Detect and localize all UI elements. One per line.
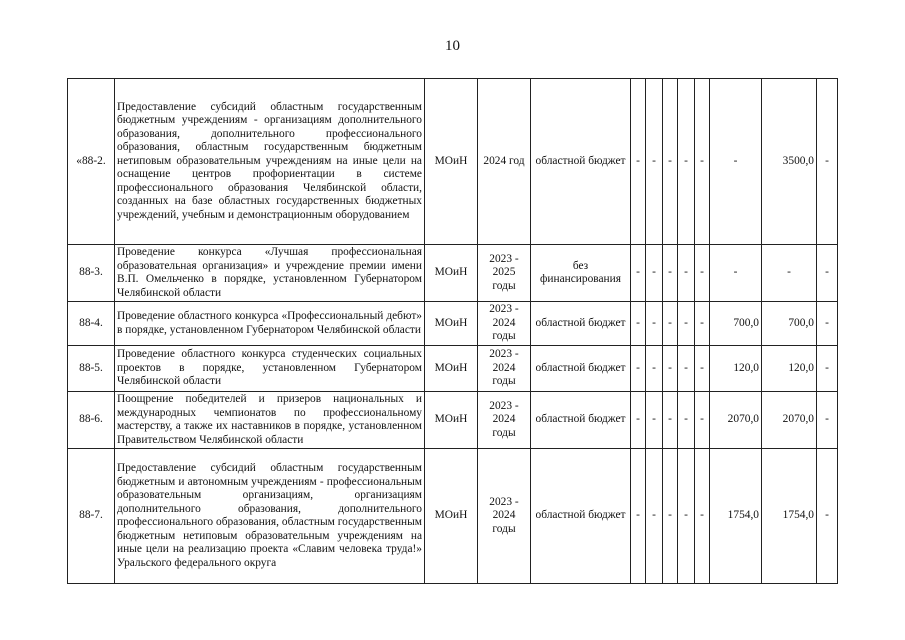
funding-source-cell: областной бюджет	[531, 346, 631, 392]
amount-cell: 1754,0	[762, 449, 817, 584]
amount-cell: -	[695, 302, 710, 346]
amount-cell: -	[678, 302, 695, 346]
amount-cell: -	[678, 245, 695, 302]
amount-cell: -	[646, 449, 663, 584]
amount-cell: -	[663, 302, 678, 346]
amount-cell: 2070,0	[710, 392, 762, 449]
period-cell: 2023 - 2024 годы	[478, 392, 531, 449]
activities-table	[67, 78, 838, 584]
amount-cell: -	[646, 245, 663, 302]
amount-cell: -	[663, 392, 678, 449]
funding-source-cell: без финансирования	[531, 245, 631, 302]
row-number: 88-3.	[68, 245, 115, 302]
amount-cell: 3500,0	[762, 79, 817, 245]
executor-cell: МОиН	[425, 392, 478, 449]
amount-cell: -	[817, 346, 838, 392]
amount-cell: -	[817, 79, 838, 245]
executor-cell: МОиН	[425, 79, 478, 245]
executor-cell: МОиН	[425, 245, 478, 302]
amount-cell: -	[678, 392, 695, 449]
activity-description: Поощрение победителей и призеров национальных и международных чемпионатов по профессиональному мастерству, а также их наставников в порядке, установленном Правительством Челябинской области	[115, 392, 425, 449]
amount-cell: -	[817, 302, 838, 346]
amount-cell: -	[678, 79, 695, 245]
table-row	[68, 346, 838, 392]
table-row	[68, 392, 838, 449]
row-number: 88-6.	[68, 392, 115, 449]
amount-cell: -	[695, 245, 710, 302]
amount-cell: 700,0	[710, 302, 762, 346]
table-row	[68, 79, 838, 245]
amount-cell: -	[695, 392, 710, 449]
amount-cell: 120,0	[710, 346, 762, 392]
amount-cell: -	[646, 346, 663, 392]
row-number: «88-2.	[68, 79, 115, 245]
funding-source-cell: областной бюджет	[531, 302, 631, 346]
amount-cell: 700,0	[762, 302, 817, 346]
table-row	[68, 245, 838, 302]
amount-cell: -	[695, 346, 710, 392]
amount-cell: -	[695, 79, 710, 245]
amount-cell: -	[663, 346, 678, 392]
amount-cell: -	[663, 79, 678, 245]
amount-cell: -	[678, 346, 695, 392]
amount-cell: -	[817, 449, 838, 584]
amount-cell: -	[646, 79, 663, 245]
amount-cell: -	[817, 245, 838, 302]
amount-cell: 1754,0	[710, 449, 762, 584]
amount-cell: -	[762, 245, 817, 302]
amount-cell: 2070,0	[762, 392, 817, 449]
funding-source-cell: областной бюджет	[531, 79, 631, 245]
amount-cell: -	[695, 449, 710, 584]
table-row	[68, 302, 838, 346]
row-number: 88-5.	[68, 346, 115, 392]
activity-description: Проведение конкурса «Лучшая профессиональная образовательная организация» и учреждение премии имени В.П. Омельченко в порядке, установленном Губернатором Челябинской области	[115, 245, 425, 302]
amount-cell: 120,0	[762, 346, 817, 392]
funding-source-cell: областной бюджет	[531, 392, 631, 449]
amount-cell: -	[710, 79, 762, 245]
activity-description: Проведение областного конкурса «Профессиональный дебют» в порядке, установленном Губернатором Челябинской области	[115, 302, 425, 346]
amount-cell: -	[631, 392, 646, 449]
amount-cell: -	[631, 79, 646, 245]
activity-description: Предоставление субсидий областным государственным бюджетным и автономным учреждениям - профессиональным образовательным организациям, организациям дополнительного образования, дополнительного профессионального образования, областным государственным бюджетным нетиповым образовательным учреждениям на иные цели на реализацию проекта «Славим человека труда!» Уральского федерального округа	[115, 449, 425, 584]
amount-cell: -	[646, 302, 663, 346]
amount-cell: -	[678, 449, 695, 584]
activity-description: Предоставление субсидий областным государственным бюджетным учреждениям - организациям дополнительного образования, дополнительного профессионального образования, областным государственным бюджетным нетиповым образовательным учреждениям на иные цели на оснащение центров профориентации в системе профессионального образования Челябинской области, созданных на базе областных государственных бюджетных учреждений, учебным и демонстрационным оборудованием	[115, 79, 425, 245]
period-cell: 2023 - 2025 годы	[478, 245, 531, 302]
table-row	[68, 449, 838, 584]
activity-description: Проведение областного конкурса студенческих социальных проектов в порядке, установленном Губернатором Челябинской области	[115, 346, 425, 392]
amount-cell: -	[663, 245, 678, 302]
amount-cell: -	[631, 245, 646, 302]
amount-cell: -	[631, 302, 646, 346]
amount-cell: -	[646, 392, 663, 449]
amount-cell: -	[663, 449, 678, 584]
amount-cell: -	[710, 245, 762, 302]
row-number: 88-7.	[68, 449, 115, 584]
period-cell: 2023 - 2024 годы	[478, 302, 531, 346]
page-number: 10	[445, 38, 460, 54]
funding-source-cell: областной бюджет	[531, 449, 631, 584]
executor-cell: МОиН	[425, 302, 478, 346]
amount-cell: -	[817, 392, 838, 449]
amount-cell: -	[631, 449, 646, 584]
amount-cell: -	[631, 346, 646, 392]
executor-cell: МОиН	[425, 346, 478, 392]
period-cell: 2023 - 2024 годы	[478, 449, 531, 584]
period-cell: 2023 - 2024 годы	[478, 346, 531, 392]
executor-cell: МОиН	[425, 449, 478, 584]
period-cell: 2024 год	[478, 79, 531, 245]
row-number: 88-4.	[68, 302, 115, 346]
